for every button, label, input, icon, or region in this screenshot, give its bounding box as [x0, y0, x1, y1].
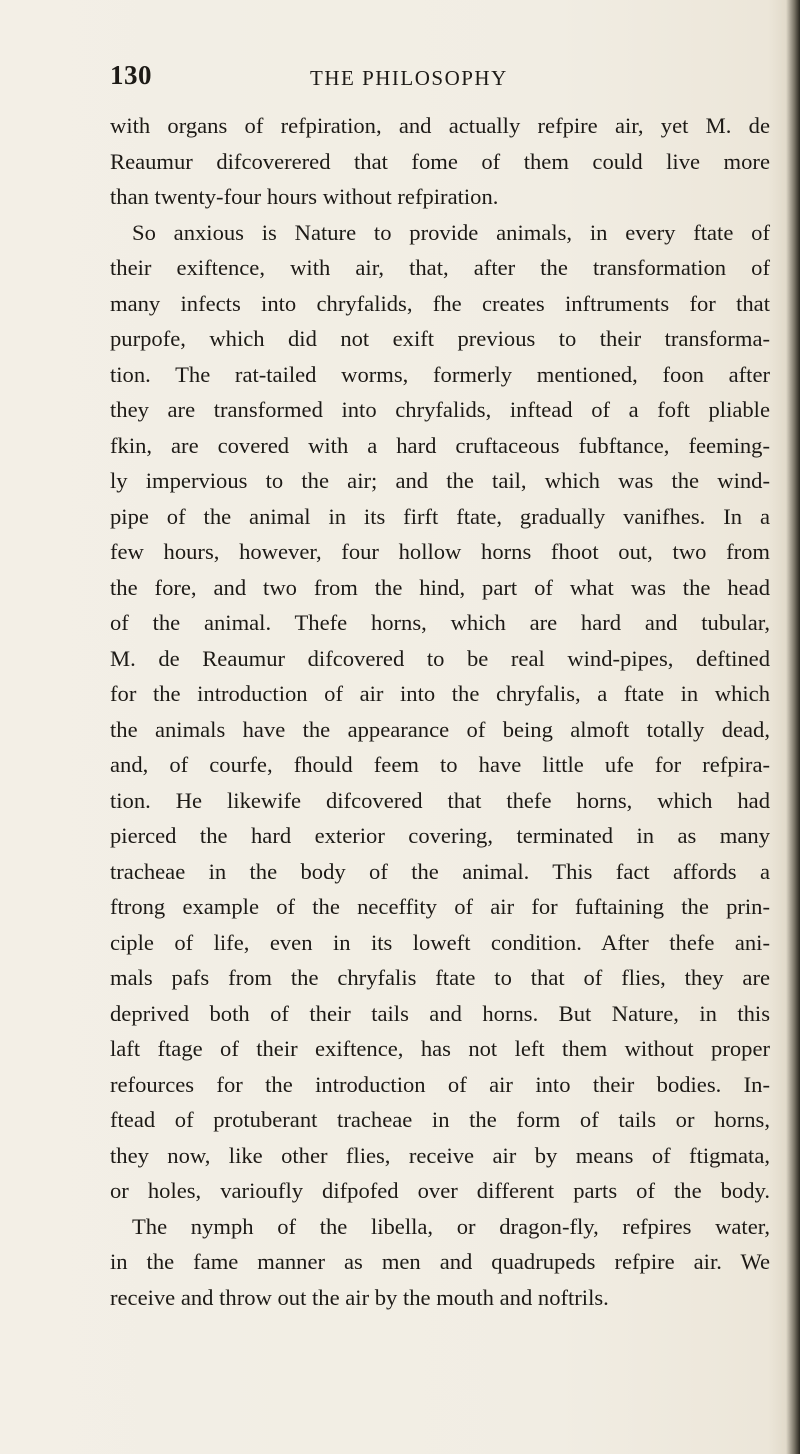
text-line: and, of courfe, fhould feem to have little ufe for refpira-	[110, 752, 770, 777]
text-line: than twenty-four hours without refpiration.	[110, 184, 499, 209]
text-line: pipe of the animal in its firft ftate, gradually vanifhes. In a	[110, 503, 770, 529]
text-line: tion. The rat-tailed worms, formerly mentioned, foon after	[110, 361, 770, 387]
running-title: THE PHILOSOPHY	[310, 66, 508, 90]
text-line: ly impervious to the air; and the tail, which was the wind-	[110, 468, 770, 493]
text-line: for the introduction of air into the chryfalis, a ftate in which	[110, 681, 770, 706]
text-line: The nymph of the libella, or dragon-fly, refpires water,	[132, 1213, 770, 1239]
text-line: many infects into chryfalids, fhe creates inftruments for that	[110, 290, 770, 316]
text-line: the animals have the appearance of being almoft totally dead,	[110, 716, 770, 742]
text-line: M. de Reaumur difcovered to be real wind-pipes, deftined	[110, 645, 770, 671]
text-line: the fore, and two from the hind, part of what was the head	[110, 574, 770, 600]
text-line: their exiftence, with air, that, after the transformation of	[110, 255, 770, 280]
text-line: refources for the introduction of air into their bodies. In-	[110, 1071, 770, 1097]
body-text	[110, 108, 770, 1315]
text-line: receive and throw out the air by the mouth and noftrils.	[110, 1284, 609, 1310]
text-line: purpofe, which did not exift previous to their transforma-	[110, 326, 770, 351]
page-edge-shadow	[786, 0, 800, 1454]
text-line: Reaumur difcoverered that fome of them could live more	[110, 148, 770, 174]
text-line: laft ftage of their exiftence, has not left them without proper	[110, 1036, 770, 1061]
text-line: mals pafs from the chryfalis ftate to that of flies, they are	[110, 965, 770, 990]
text-line: So anxious is Nature to provide animals, in every ftate of	[132, 219, 770, 245]
text-line: ftrong example of the neceffity of air for fuftaining the prin-	[110, 894, 770, 919]
text-line: in the fame manner as men and quadrupeds refpire air. We	[110, 1249, 770, 1274]
text-line: with organs of refpiration, and actually refpire air, yet M. de	[110, 113, 770, 138]
page-number: 130	[110, 60, 152, 90]
text-line: or holes, varioufly difpofed over different parts of the body.	[110, 1178, 770, 1203]
text-line: fkin, are covered with a hard cruftaceous fubftance, feeming-	[110, 432, 770, 458]
text-line: they are transformed into chryfalids, inftead of a foft pliable	[110, 397, 770, 422]
text-line: tion. He likewife difcovered that thefe horns, which had	[110, 787, 770, 813]
text-line: they now, like other flies, receive air by means of ftigmata,	[110, 1142, 770, 1168]
text-line: ciple of life, even in its loweft condition. After thefe ani-	[110, 929, 770, 955]
text-line: of the animal. Thefe horns, which are hard and tubular,	[110, 610, 770, 635]
text-line: tracheae in the body of the animal. This fact affords a	[110, 858, 770, 884]
text-line: deprived both of their tails and horns. But Nature, in this	[110, 1000, 770, 1026]
text-line: ftead of protuberant tracheae in the form of tails or horns,	[110, 1107, 770, 1132]
text-line: pierced the hard exterior covering, terminated in as many	[110, 823, 770, 848]
running-head	[110, 60, 770, 100]
text-line: few hours, however, four hollow horns fhoot out, two from	[110, 539, 770, 564]
